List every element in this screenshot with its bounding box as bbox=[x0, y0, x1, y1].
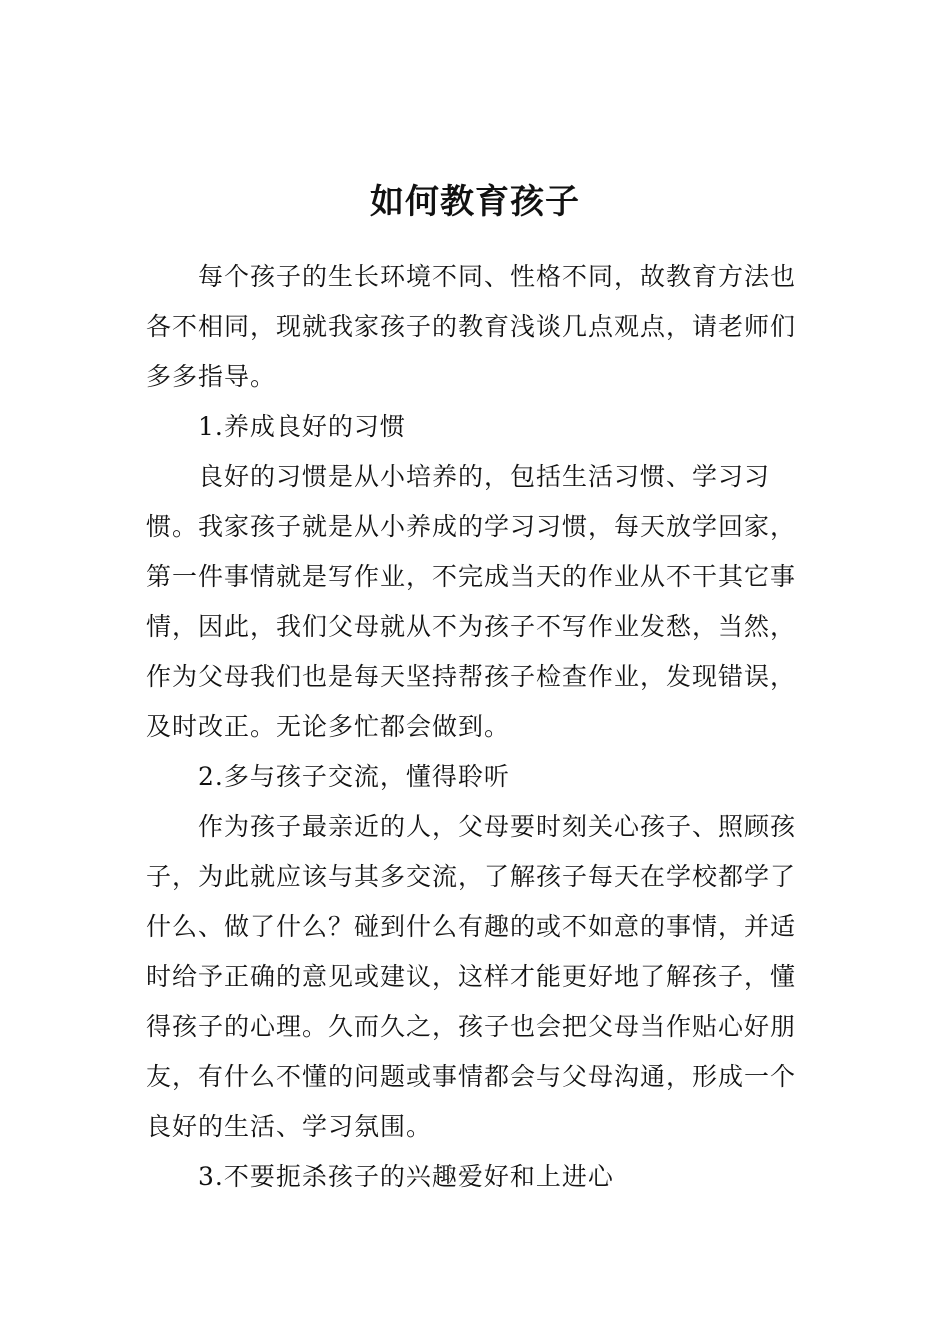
document-title: 如何教育孩子 bbox=[370, 182, 580, 222]
intro-paragraph: 每个孩子的生长环境不同、性格不同，故教育方法也各不相同，现就我家孩子的教育浅谈几点观点，请老师们多多指导。 bbox=[146, 262, 797, 391]
document-body bbox=[146, 252, 796, 1202]
section-3-heading: 3.不要扼杀孩子的兴趣爱好和上进心 bbox=[198, 1162, 614, 1191]
section-2-heading: 2.多与孩子交流，懂得聆听 bbox=[198, 762, 510, 791]
section-1-paragraph: 良好的习惯是从小培养的，包括生活习惯、学习习惯。我家孩子就是从小养成的学习习惯，每天放学回家，第一件事情就是写作业，不完成当天的作业从不干其它事情，因此，我们父母就从不为孩子不写作业发愁，当然，作为父母我们也是每天坚持帮孩子检查作业，发现错误，及时改正。无论多忙都会做到。 bbox=[146, 462, 797, 741]
section-2-paragraph: 作为孩子最亲近的人，父母要时刻关心孩子、照顾孩子，为此就应该与其多交流，了解孩子每天在学校都学了什么、做了什么？碰到什么有趣的或不如意的事情，并适时给予正确的意见或建议，这样才能更好地了解孩子，懂得孩子的心理。久而久之，孩子也会把父母当作贴心好朋友，有什么不懂的问题或事情都会与父母沟通，形成一个良好的生活、学习氛围。 bbox=[146, 812, 797, 1141]
section-1-heading: 1.养成良好的习惯 bbox=[198, 412, 406, 441]
